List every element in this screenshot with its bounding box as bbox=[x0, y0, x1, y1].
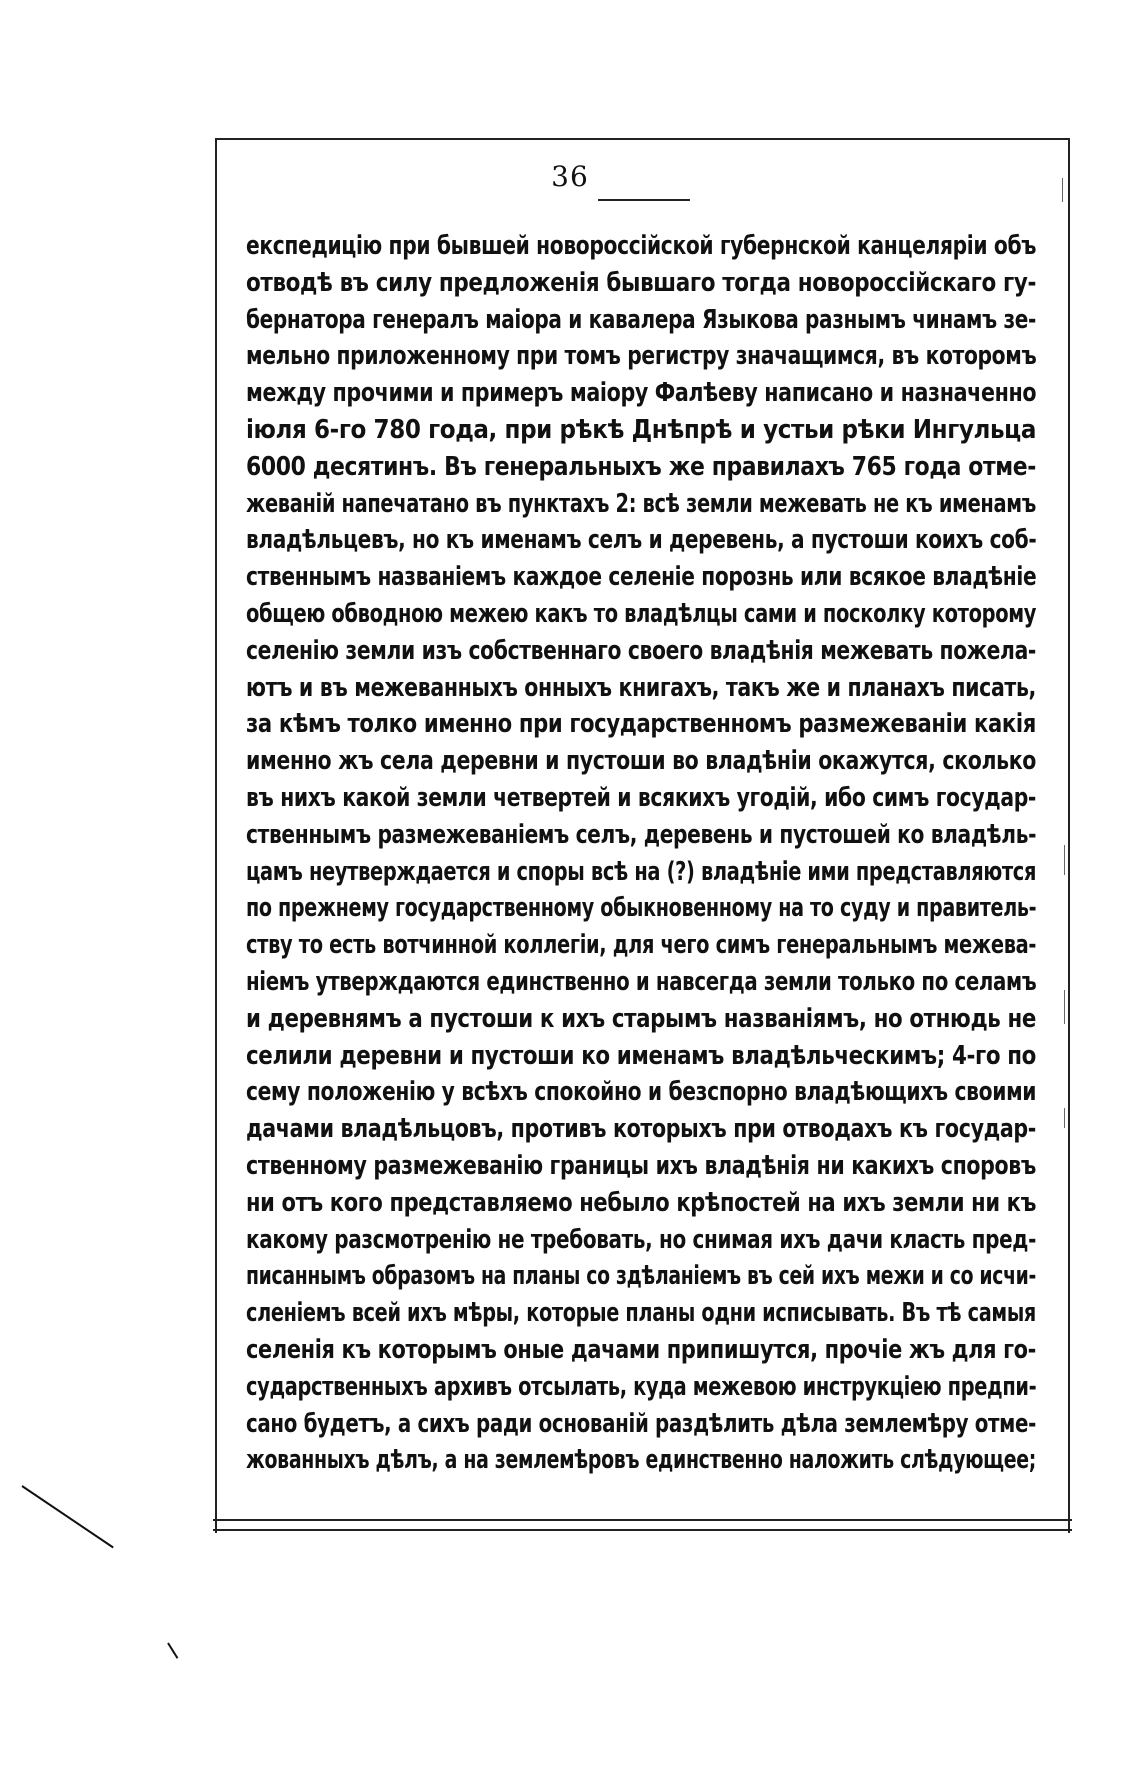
text-line: какому разсмотренію не требовать, но снимая ихъ дачи класть пред- bbox=[246, 1224, 1036, 1255]
text-line: експедицію при бывшей новороссійской губернской канцеляріи объ bbox=[246, 231, 1036, 261]
text-line: сему положенію у всѣхъ спокойно и безспорно владѣющихъ своими bbox=[246, 1077, 1036, 1108]
text-line: бернатора генералъ маіора и кавалера Языкова разнымъ чинамъ зе- bbox=[246, 304, 1036, 335]
text-line: жеваній напечатано въ пунктахъ 2: всѣ земли межевать не къ именамъ bbox=[246, 488, 1036, 519]
stray-pen-mark-small bbox=[167, 1642, 178, 1658]
text-line: 6000 десятинъ. Въ генеральныхъ же правилахъ 765 года отме- bbox=[246, 451, 1036, 482]
margin-tick bbox=[1064, 845, 1065, 875]
text-line: сленіемъ всей ихъ мѣры, которые планы одни исписывать. Въ тѣ самыя bbox=[246, 1298, 1036, 1329]
text-line: селенія къ которымъ оные дачами припишутся, прочіе жъ для го- bbox=[246, 1334, 1036, 1365]
text-line: селили деревни и пустоши ко именамъ владѣльческимъ; 4-го по bbox=[246, 1040, 1036, 1071]
frame-bottom-rule bbox=[213, 1519, 1072, 1521]
text-line: сано будетъ, а сихъ ради основаній раздѣлить дѣла землемѣру отме- bbox=[246, 1408, 1036, 1439]
text-line: ютъ и въ межеванныхъ онныхъ книгахъ, такъ же и планахъ писать, bbox=[246, 672, 1036, 703]
text-line: ственнымъ размежеваніемъ селъ, деревень и пустошей ко владѣль- bbox=[246, 819, 1036, 850]
text-line: общею обводною межею какъ то владѣлцы сами и посколку которому bbox=[246, 598, 1036, 629]
text-line: между прочими и примеръ маіору Фалѣеву написано и назначенно bbox=[246, 378, 1036, 409]
text-line: ніемъ утверждаются единственно и навсегда земли только по селамъ bbox=[246, 966, 1036, 997]
text-line: сударственныхъ архивъ отсылать, куда межевою инструкціею предпи- bbox=[246, 1371, 1036, 1402]
text-line: мельно приложенному при томъ регистру значащимся, въ которомъ bbox=[246, 341, 1036, 372]
text-line: владѣльцевъ, но къ именамъ селъ и деревень, а пустоши коихъ соб- bbox=[246, 525, 1036, 556]
text-line: за кѣмъ толко именно при государственномъ размежеваніи какія bbox=[246, 709, 1036, 740]
margin-tick bbox=[1064, 1108, 1065, 1128]
text-line: ни отъ кого представляемо небыло крѣпостей на ихъ земли ни къ bbox=[246, 1187, 1036, 1218]
text-line: іюля 6-го 780 года, при рѣкѣ Днѣпрѣ и устьи рѣки Ингульца bbox=[246, 414, 1036, 445]
stray-pen-mark bbox=[21, 1485, 113, 1548]
text-line: ственнымъ названіемъ каждое селеніе порознь или всякое владѣніе bbox=[246, 562, 1036, 593]
text-line: жованныхъ дѣлъ, а на землемѣровъ единственно наложить слѣдующее; bbox=[246, 1445, 1036, 1476]
text-line: селенію земли изъ собственнаго своего владѣнія межевать пожела- bbox=[246, 635, 1036, 666]
text-line: ству то есть вотчинной коллегіи, для чего симъ генеральнымъ межева- bbox=[246, 930, 1036, 961]
text-line: и деревнямъ а пустоши к ихъ старымъ названіямъ, но отнюдь не bbox=[246, 1003, 1036, 1034]
page-number: 36 bbox=[551, 160, 589, 193]
body-text bbox=[246, 228, 1036, 1479]
text-line: именно жъ села деревни и пустоши во владѣніи окажутся, сколько bbox=[246, 746, 1036, 777]
margin-tick bbox=[1062, 178, 1063, 202]
page-number-rule bbox=[598, 199, 690, 201]
text-line: въ нихъ какой земли четвертей и всякихъ угодій, ибо симъ государ- bbox=[246, 782, 1036, 813]
text-line: отводѣ въ силу предложенія бывшаго тогда новороссійскаго гу- bbox=[246, 267, 1036, 298]
frame-bottom-rule-double bbox=[213, 1529, 1072, 1531]
margin-tick bbox=[1064, 990, 1065, 1024]
text-line: по прежнему государственному обыкновенному на то суду и правитель- bbox=[246, 893, 1036, 924]
text-line: ственному размежеванію границы ихъ владѣнія ни какихъ споровъ bbox=[246, 1150, 1036, 1181]
text-line: цамъ неутверждается и споры всѣ на (?) владѣніе ими представляются bbox=[246, 856, 1036, 887]
text-line: дачами владѣльцовъ, противъ которыхъ при отводахъ къ государ- bbox=[246, 1114, 1036, 1145]
text-line: писаннымъ образомъ на планы со здѣланіемъ въ сей ихъ межи и со исчи- bbox=[246, 1261, 1036, 1292]
